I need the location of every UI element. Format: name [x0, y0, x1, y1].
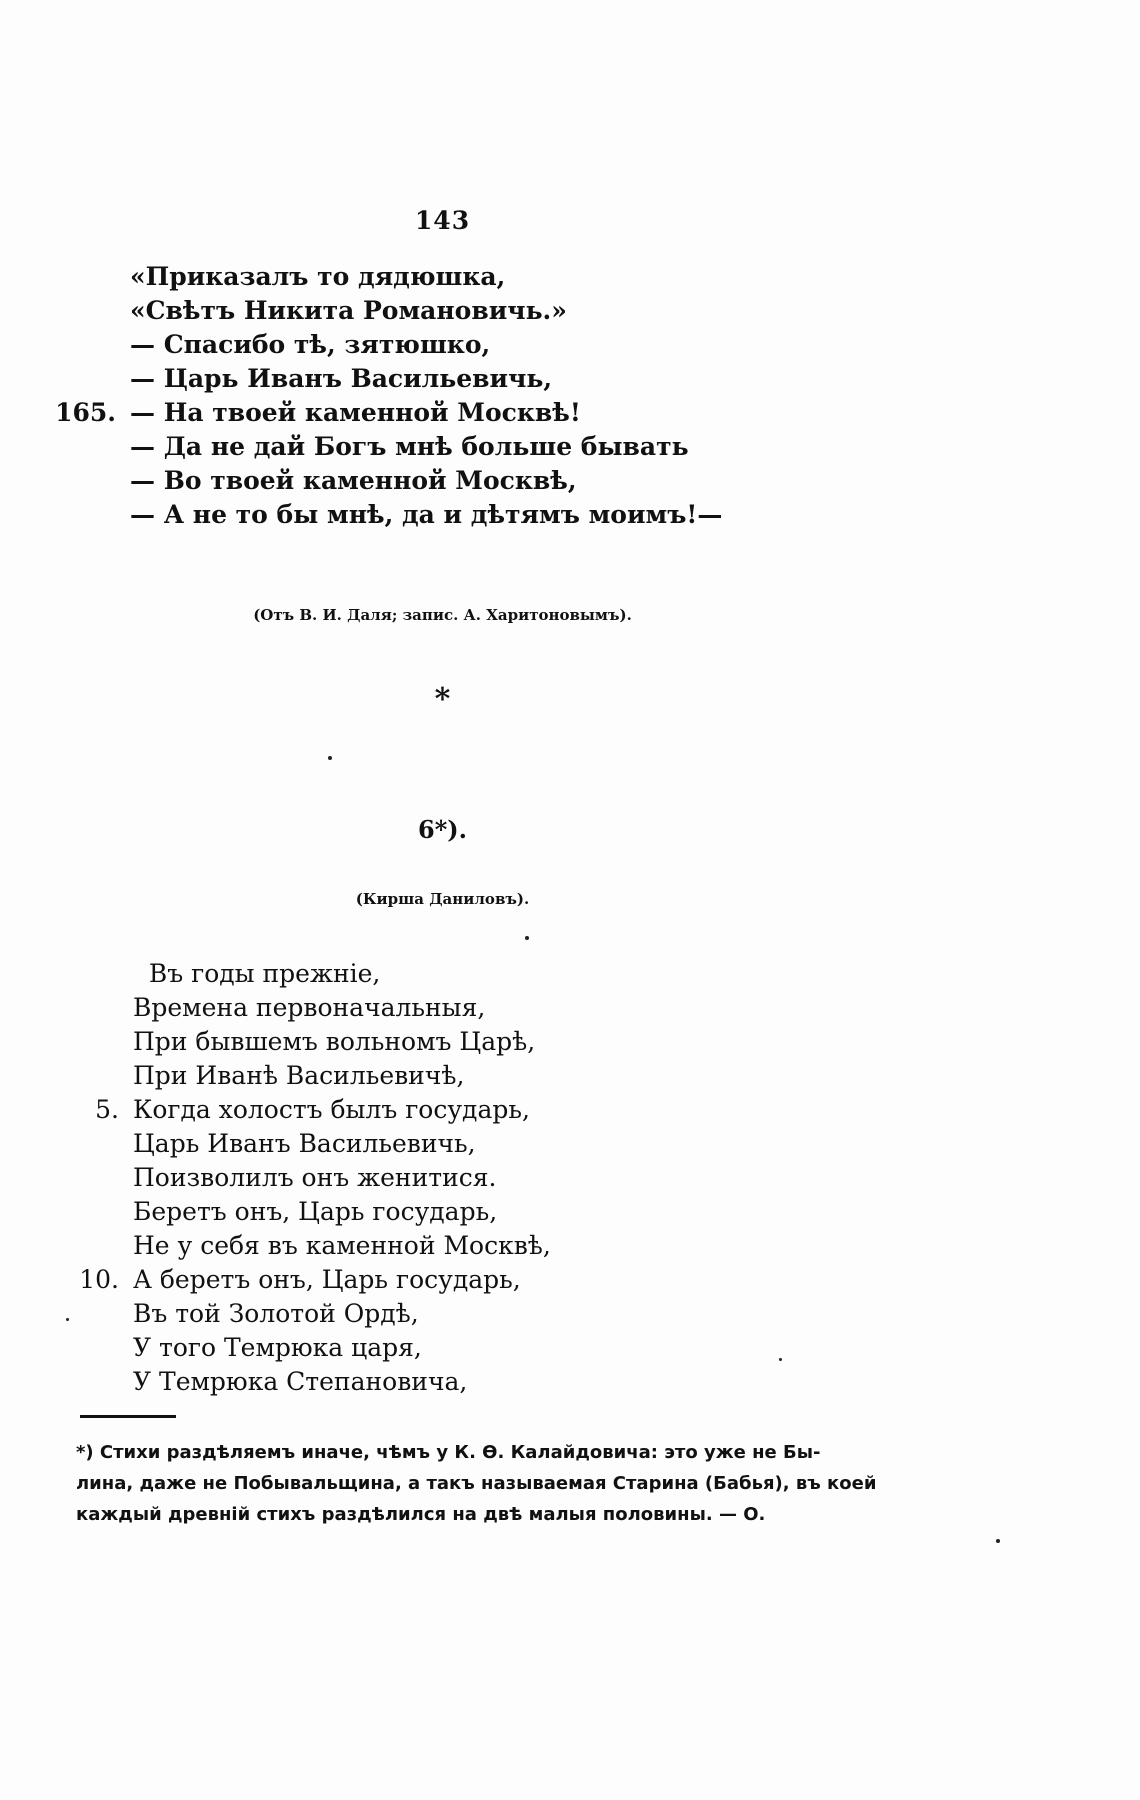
verse-line — [133, 1331, 422, 1365]
section-number: 6*). — [418, 815, 467, 844]
verse-line — [130, 430, 689, 464]
scan-speck — [525, 936, 529, 940]
verse-line — [79, 1263, 521, 1297]
verse-text: Беретъ онъ, Царь государь, — [133, 1197, 498, 1226]
scan-speck — [779, 1358, 782, 1361]
verse-text: — Да не дай Богъ мнѣ больше бывать — [130, 432, 689, 461]
source-attribution: (Отъ В. И. Даля; запис. А. Харитоновымъ). — [253, 606, 632, 624]
verse-line — [130, 294, 567, 328]
line-number: 165. — [55, 398, 116, 427]
verse-line — [133, 1025, 535, 1059]
line-number: 5. — [95, 1095, 119, 1124]
verse-line — [133, 1127, 476, 1161]
verse-text: У того Темрюка царя, — [133, 1333, 422, 1362]
section-divider-asterisk: * — [434, 682, 451, 717]
scan-speck — [996, 1539, 1000, 1543]
verse-line — [130, 464, 577, 498]
section-author: (Кирша Даниловъ). — [355, 890, 530, 908]
verse-text: Поизволилъ онъ женитися. — [133, 1163, 497, 1192]
verse-text: — Спасибо тѣ, зятюшко, — [130, 330, 491, 359]
verse-text: А беретъ онъ, Царь государь, — [133, 1265, 521, 1294]
footnote-line: лина, даже не Побывальщина, а такъ называемая Старина (Бабья), въ коей — [76, 1473, 877, 1494]
verse-text: Времена первоначальныя, — [133, 993, 486, 1022]
verse-line — [133, 1059, 464, 1093]
footnote-line: каждый древній стихъ раздѣлился на двѣ малыя половины. — О. — [76, 1504, 766, 1525]
verse-line — [133, 1365, 467, 1399]
verse-text: — Царь Иванъ Васильевичь, — [130, 364, 553, 393]
verse-text: — Во твоей каменной Москвѣ, — [130, 466, 577, 495]
verse-line — [130, 260, 505, 294]
verse-text: Въ той Золотой Ордѣ, — [133, 1299, 419, 1328]
verse-text: Въ годы прежніе, — [133, 959, 381, 988]
verse-text: Когда холостъ былъ государь, — [133, 1095, 530, 1124]
verse-text: Не у себя въ каменной Москвѣ, — [133, 1231, 551, 1260]
verse-line — [133, 1195, 497, 1229]
scan-speck — [328, 756, 332, 760]
verse-line — [130, 362, 552, 396]
verse-line — [133, 991, 485, 1025]
verse-text: «Приказалъ то дядюшка, — [130, 262, 506, 291]
verse-line — [55, 396, 581, 430]
verse-line — [133, 1229, 551, 1263]
verse-line — [95, 1093, 530, 1127]
verse-line — [133, 957, 380, 991]
verse-line — [130, 498, 722, 532]
verse-line — [130, 328, 490, 362]
line-number: 10. — [79, 1265, 119, 1294]
footnote — [76, 1437, 877, 1530]
verse-text: — А не то бы мнѣ, да и дѣтямъ моимъ!— — [130, 500, 723, 529]
verse-line — [133, 1161, 496, 1195]
verse-text: — На твоей каменной Москвѣ! — [130, 398, 581, 427]
page-number: 143 — [414, 206, 471, 235]
verse-text: «Свѣтъ Никита Романовичь.» — [130, 296, 567, 325]
verse-text: Царь Иванъ Васильевичь, — [133, 1129, 476, 1158]
verse-line — [133, 1297, 419, 1331]
verse-text: При бывшемъ вольномъ Царѣ, — [133, 1027, 536, 1056]
verse-text: При Иванѣ Васильевичѣ, — [133, 1061, 465, 1090]
verse-text: У Темрюка Степановича, — [133, 1367, 468, 1396]
footnote-rule — [80, 1415, 176, 1418]
scan-speck — [66, 1318, 69, 1321]
footnote-line: *) Стихи раздѣляемъ иначе, чѣмъ у К. Ѳ. Калайдовича: это уже не Бы- — [76, 1442, 821, 1463]
